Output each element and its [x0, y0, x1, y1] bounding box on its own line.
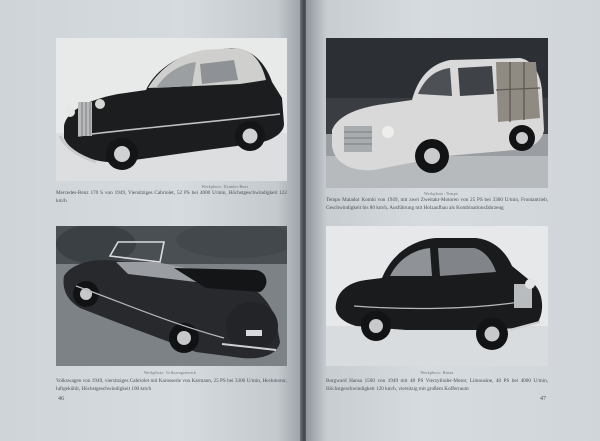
right-page [306, 0, 600, 441]
caption-volkswagen: Volkswagen von 1949, viersitziges Cabriolet mit Karosserie von Karmann, 25 PS bei 3300 U/min, Heckmotor, luftgekühlt, Höchstgeschwindigkeit 100 km/h [56, 378, 287, 392]
caption-mercedes: Mercedes-Benz 170 S von 1949, Viersitziges Cabriolet, 52 PS bei 4000 U/min, Höchstgeschwindigkeit 122 km/h [56, 190, 287, 204]
photo-credit: Werkphoto: Tempo [424, 191, 458, 196]
photo-credit: Werkphoto: Daimler-Benz [201, 184, 249, 189]
caption-tempo: Tempo Matador Kombi von 1949, mit zwei Zweitakt-Motoren von 25 PS bei 3300 U/min, Frontantrieb, Geschwindigkeit bis 80 km/h, Ausführung mit Holzaufbau als Kombinationsfahrzeug [326, 197, 548, 211]
caption-hansa: Borgward Hansa 1500 von 1949 mit 48 PS Vierzylinder-Motor, Limousine, 48 PS bei 4000 U/min, Höchstgeschwindigkeit 120 km/h, viersitzig mit großem Kofferraum [326, 378, 548, 392]
page-number-right: 47 [540, 396, 546, 402]
photo-hansa-sedan [326, 226, 548, 366]
page-number-left: 46 [58, 396, 64, 402]
photo-tempo-estate [326, 38, 548, 188]
photo-volkswagen-cabriolet [56, 226, 287, 366]
photo-credit: Werkphoto: Hansa [420, 370, 454, 375]
photo-credit: Werkphoto: Volkswagenwerk [143, 370, 197, 375]
photo-mercedes-coupe [56, 38, 287, 181]
